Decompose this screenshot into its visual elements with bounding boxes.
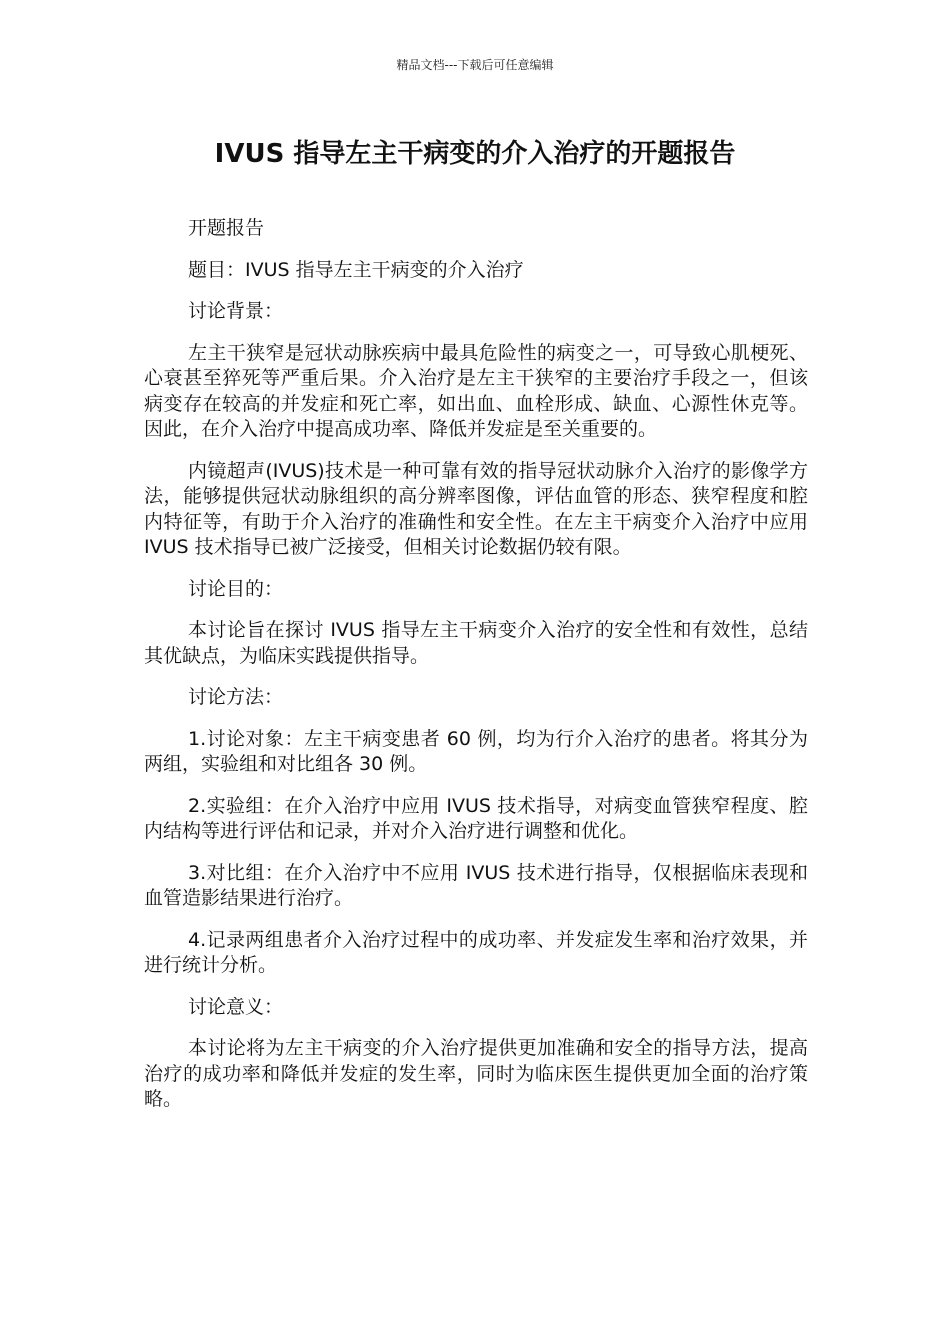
- topic-line: 题目：IVUS 指导左主干病变的介入治疗: [188, 258, 524, 281]
- method-item-4: 4.记录两组患者介入治疗过程中的成功率、并发症发生率和治疗效果，并进行统计分析。: [144, 928, 808, 976]
- document-body: [144, 216, 808, 1129]
- background-paragraph-2: 内镜超声(IVUS)技术是一种可靠有效的指导冠状动脉介入治疗的影像学方法，能够提供冠状动脉组织的高分辨率图像，评估血管的形态、狭窄程度和腔内特征等，有助于介入治疗的准确性和安全性。在左主干病变介入治疗中应用 IVUS 技术指导已被广泛接受，但相关讨论数据仍较有限。: [144, 459, 808, 558]
- method-heading: 讨论方法：: [188, 686, 284, 708]
- significance-heading: 讨论意义：: [188, 995, 284, 1018]
- background-heading: 讨论背景：: [188, 300, 284, 322]
- method-item-3: 3.对比组：在介入治疗中不应用 IVUS 技术进行指导，仅根据临床表现和血管造影结果进行治疗。: [144, 861, 808, 909]
- method-item-2: 2.实验组：在介入治疗中应用 IVUS 技术指导，对病变血管狭窄程度、腔内结构等进行评估和记录，并对介入治疗进行调整和优化。: [144, 794, 808, 842]
- significance-paragraph: 本讨论将为左主干病变的介入治疗提供更加准确和安全的指导方法，提高治疗的成功率和降低并发症的发生率，同时为临床医生提供更加全面的治疗策略。: [144, 1037, 808, 1110]
- method-item-1: 1.讨论对象：左主干病变患者 60 例，均为行介入治疗的患者。将其分为两组，实验组和对比组各 30 例。: [144, 727, 808, 775]
- purpose-heading: 讨论目的：: [188, 577, 284, 600]
- header-note: 精品文档---下载后可任意编辑: [396, 58, 554, 72]
- report-label: 开题报告: [188, 217, 265, 239]
- purpose-paragraph: 本讨论旨在探讨 IVUS 指导左主干病变介入治疗的安全性和有效性，总结其优缺点，为临床实践提供指导。: [144, 619, 808, 667]
- background-paragraph-1: 左主干狭窄是冠状动脉疾病中最具危险性的病变之一，可导致心肌梗死、心衰甚至猝死等严重后果。介入治疗是左主干狭窄的主要治疗手段之一，但该病变存在较高的并发症和死亡率，如出血、血栓形成、缺血、心源性休克等。因此，在介入治疗中提高成功率、降低并发症是至关重要的。: [144, 341, 808, 440]
- document-title: IVUS 指导左主干病变的介入治疗的开题报告: [214, 139, 736, 169]
